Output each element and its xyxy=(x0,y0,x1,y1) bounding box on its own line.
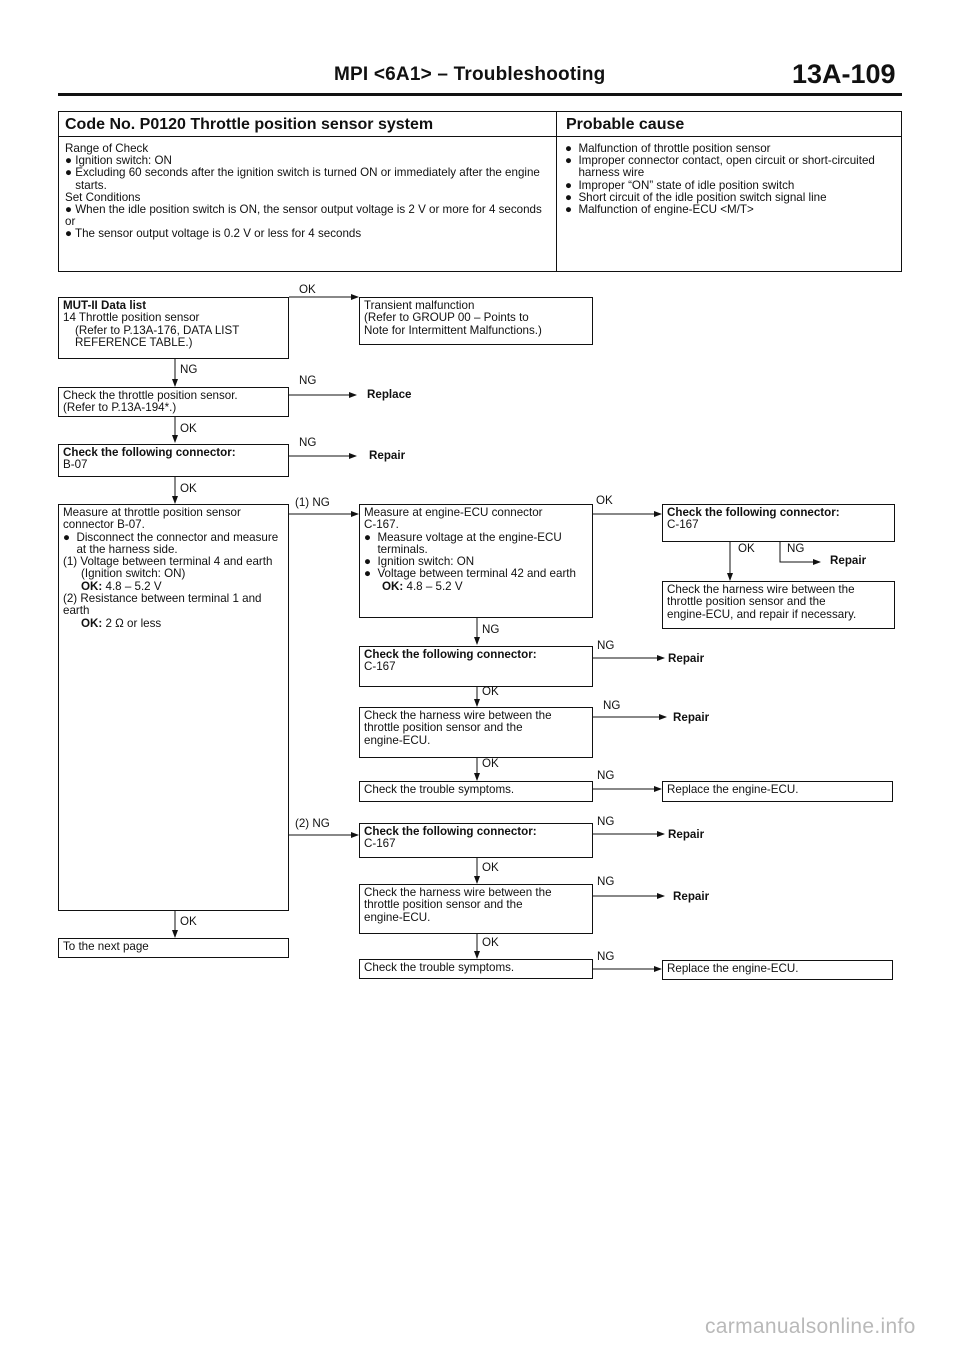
action-repair: Repair xyxy=(668,828,705,841)
ng-label: NG xyxy=(597,950,615,963)
cause-item: ● Improper connector contact, open circuit or short-circuited harness wire xyxy=(565,154,875,180)
check-harness-box xyxy=(359,884,593,934)
replace-ecu-label: Replace the engine-ECU. xyxy=(667,962,799,975)
connector-code: B-07 xyxy=(63,458,88,472)
measure-item-2: (2) Resistance between terminal 1 and earth xyxy=(63,592,262,618)
ng-label: NG xyxy=(603,699,621,712)
check-connector-c167-box xyxy=(359,823,593,858)
check-tps-box xyxy=(58,387,289,417)
trouble-label: Check the trouble symptoms. xyxy=(364,961,515,974)
harness-line: engine-ECU. xyxy=(364,910,431,924)
action-replace: Replace xyxy=(367,388,412,401)
measure-ecu-line: C-167. xyxy=(364,518,399,532)
ok-label: OK xyxy=(180,482,197,495)
check-trouble-symptoms-box xyxy=(359,959,593,979)
ok-label: OK xyxy=(738,542,755,555)
measure-item-1: (1) Voltage between terminal 4 and earth xyxy=(63,555,273,569)
measure-item-1-note: (Ignition switch: ON) xyxy=(81,567,186,581)
action-repair: Repair xyxy=(673,890,710,903)
check-harness-box xyxy=(359,707,593,758)
range-item-2: ● Excluding 60 seconds after the ignition switch is turned ON or immediately after the engine starts. xyxy=(65,166,540,192)
range-item-1: ● Ignition switch: ON xyxy=(65,154,172,168)
ng-label: NG xyxy=(482,623,500,636)
measure-ecu-box xyxy=(359,504,593,618)
harness-repair-line: throttle position sensor and the xyxy=(667,595,826,609)
harness-repair-line: Check the harness wire between the xyxy=(667,583,855,596)
transient-malfunction-box xyxy=(359,297,593,345)
harness-line: Check the harness wire between the xyxy=(364,709,552,722)
replace-ecu-label: Replace the engine-ECU. xyxy=(667,783,799,796)
ng-label: NG xyxy=(180,363,198,376)
check-connector-b07-box xyxy=(58,444,289,477)
connector-title: Check the following connector: xyxy=(667,506,840,519)
ok-label: OK xyxy=(180,915,197,928)
measure-line: Measure at throttle position sensor xyxy=(63,506,241,519)
connector-title: Check the following connector: xyxy=(63,446,236,459)
measure-ecu-bullet: ● Voltage between terminal 42 and earth xyxy=(364,567,576,581)
measure-item-2-ok: OK: 2 Ω or less xyxy=(81,616,162,630)
connector-code: C-167 xyxy=(364,837,396,851)
check-connector-c167-box xyxy=(359,646,593,687)
check-tps-line: Check the throttle position sensor. xyxy=(63,389,238,402)
cause-item: ● Improper “ON” state of idle position switch xyxy=(565,178,795,192)
transient-line: (Refer to GROUP 00 – Points to xyxy=(364,311,529,325)
set-item-1: ● When the idle position switch is ON, the sensor output voltage is 2 V or more for 4 seconds xyxy=(65,203,542,217)
ok-label: OK xyxy=(299,283,316,296)
connector-title: Check the following connector: xyxy=(364,648,537,661)
range-label: Range of Check xyxy=(65,142,149,155)
replace-ecu-box xyxy=(662,960,893,980)
ng-label: NG xyxy=(299,436,317,449)
ng-label: NG xyxy=(597,875,615,888)
set-item-2: ● The sensor output voltage is 0.2 V or less for 4 seconds xyxy=(65,227,362,241)
measure-item-1-ok: OK: 4.8 – 5.2 V xyxy=(81,579,162,593)
cause-item: ● Malfunction of engine-ECU <M/T> xyxy=(565,203,754,217)
check-trouble-symptoms-box xyxy=(359,781,593,802)
watermark: carmanualsonline.info xyxy=(705,1315,916,1338)
mut-line: 14 Throttle position sensor xyxy=(63,311,200,325)
measure-ecu-bullet: ● Ignition switch: ON xyxy=(364,555,475,569)
action-repair: Repair xyxy=(830,554,867,567)
ok-label: OK xyxy=(180,422,197,435)
measure-ecu-ok: OK: 4.8 – 5.2 V xyxy=(382,579,463,593)
ng2-label: (2) NG xyxy=(295,817,330,830)
cause-item: ● Short circuit of the idle position switch signal line xyxy=(565,190,827,204)
harness-line: throttle position sensor and the xyxy=(364,721,523,735)
ok-label: OK xyxy=(482,936,499,949)
set-conditions-label: Set Conditions xyxy=(65,190,141,204)
mut-line: REFERENCE TABLE.) xyxy=(75,335,193,349)
ok-label: OK xyxy=(482,861,499,874)
check-tps-line: (Refer to P.13A-194*.) xyxy=(63,401,177,415)
connector-code: C-167 xyxy=(667,518,699,532)
ng-label: NG xyxy=(787,542,805,555)
mut-line: (Refer to P.13A-176, DATA LIST xyxy=(75,323,240,337)
transient-line: Note for Intermittent Malfunctions.) xyxy=(364,323,542,337)
action-repair: Repair xyxy=(369,449,406,462)
cause-item: ● Malfunction of throttle position sensor xyxy=(565,142,771,155)
measure-tps-box xyxy=(58,504,289,911)
ng1-label: (1) NG xyxy=(295,496,330,509)
next-page-box xyxy=(58,938,289,958)
ng-label: NG xyxy=(597,815,615,828)
harness-line: throttle position sensor and the xyxy=(364,898,523,912)
or-label: or xyxy=(65,215,76,229)
replace-ecu-box xyxy=(662,781,893,802)
mut-data-list-box xyxy=(58,297,289,359)
harness-line: Check the harness wire between the xyxy=(364,886,552,899)
measure-bullet: ● Disconnect the connector and measure at the harness side. xyxy=(63,530,279,556)
connector-code: C-167 xyxy=(364,660,396,674)
ok-label: OK xyxy=(482,685,499,698)
check-connector-c167-box xyxy=(662,504,895,542)
action-repair: Repair xyxy=(673,711,710,724)
ok-label: OK xyxy=(596,494,613,507)
probable-cause-title: Probable cause xyxy=(566,116,685,133)
mut-title: MUT-II Data list xyxy=(63,299,147,312)
next-page-label: To the next page xyxy=(63,940,149,953)
transient-line: Transient malfunction xyxy=(364,299,475,312)
harness-repair-box xyxy=(662,581,895,629)
page-header-title: MPI <6A1> – Troubleshooting xyxy=(334,64,606,85)
action-repair: Repair xyxy=(668,652,705,665)
ng-label: NG xyxy=(597,769,615,782)
code-title: Code No. P0120 Throttle position sensor system xyxy=(65,116,434,133)
harness-line: engine-ECU. xyxy=(364,733,431,747)
measure-ecu-bullet: ● Measure voltage at the engine-ECU terminals. xyxy=(364,530,562,556)
trouble-label: Check the trouble symptoms. xyxy=(364,783,515,796)
measure-line: connector B-07. xyxy=(63,518,145,532)
ng-label: NG xyxy=(299,374,317,387)
ng-label: NG xyxy=(597,639,615,652)
measure-ecu-line: Measure at engine-ECU connector xyxy=(364,506,543,519)
ok-label: OK xyxy=(482,757,499,770)
harness-repair-line: engine-ECU, and repair if necessary. xyxy=(667,607,857,621)
page-number: 13A-109 xyxy=(792,59,896,89)
connector-title: Check the following connector: xyxy=(364,825,537,838)
